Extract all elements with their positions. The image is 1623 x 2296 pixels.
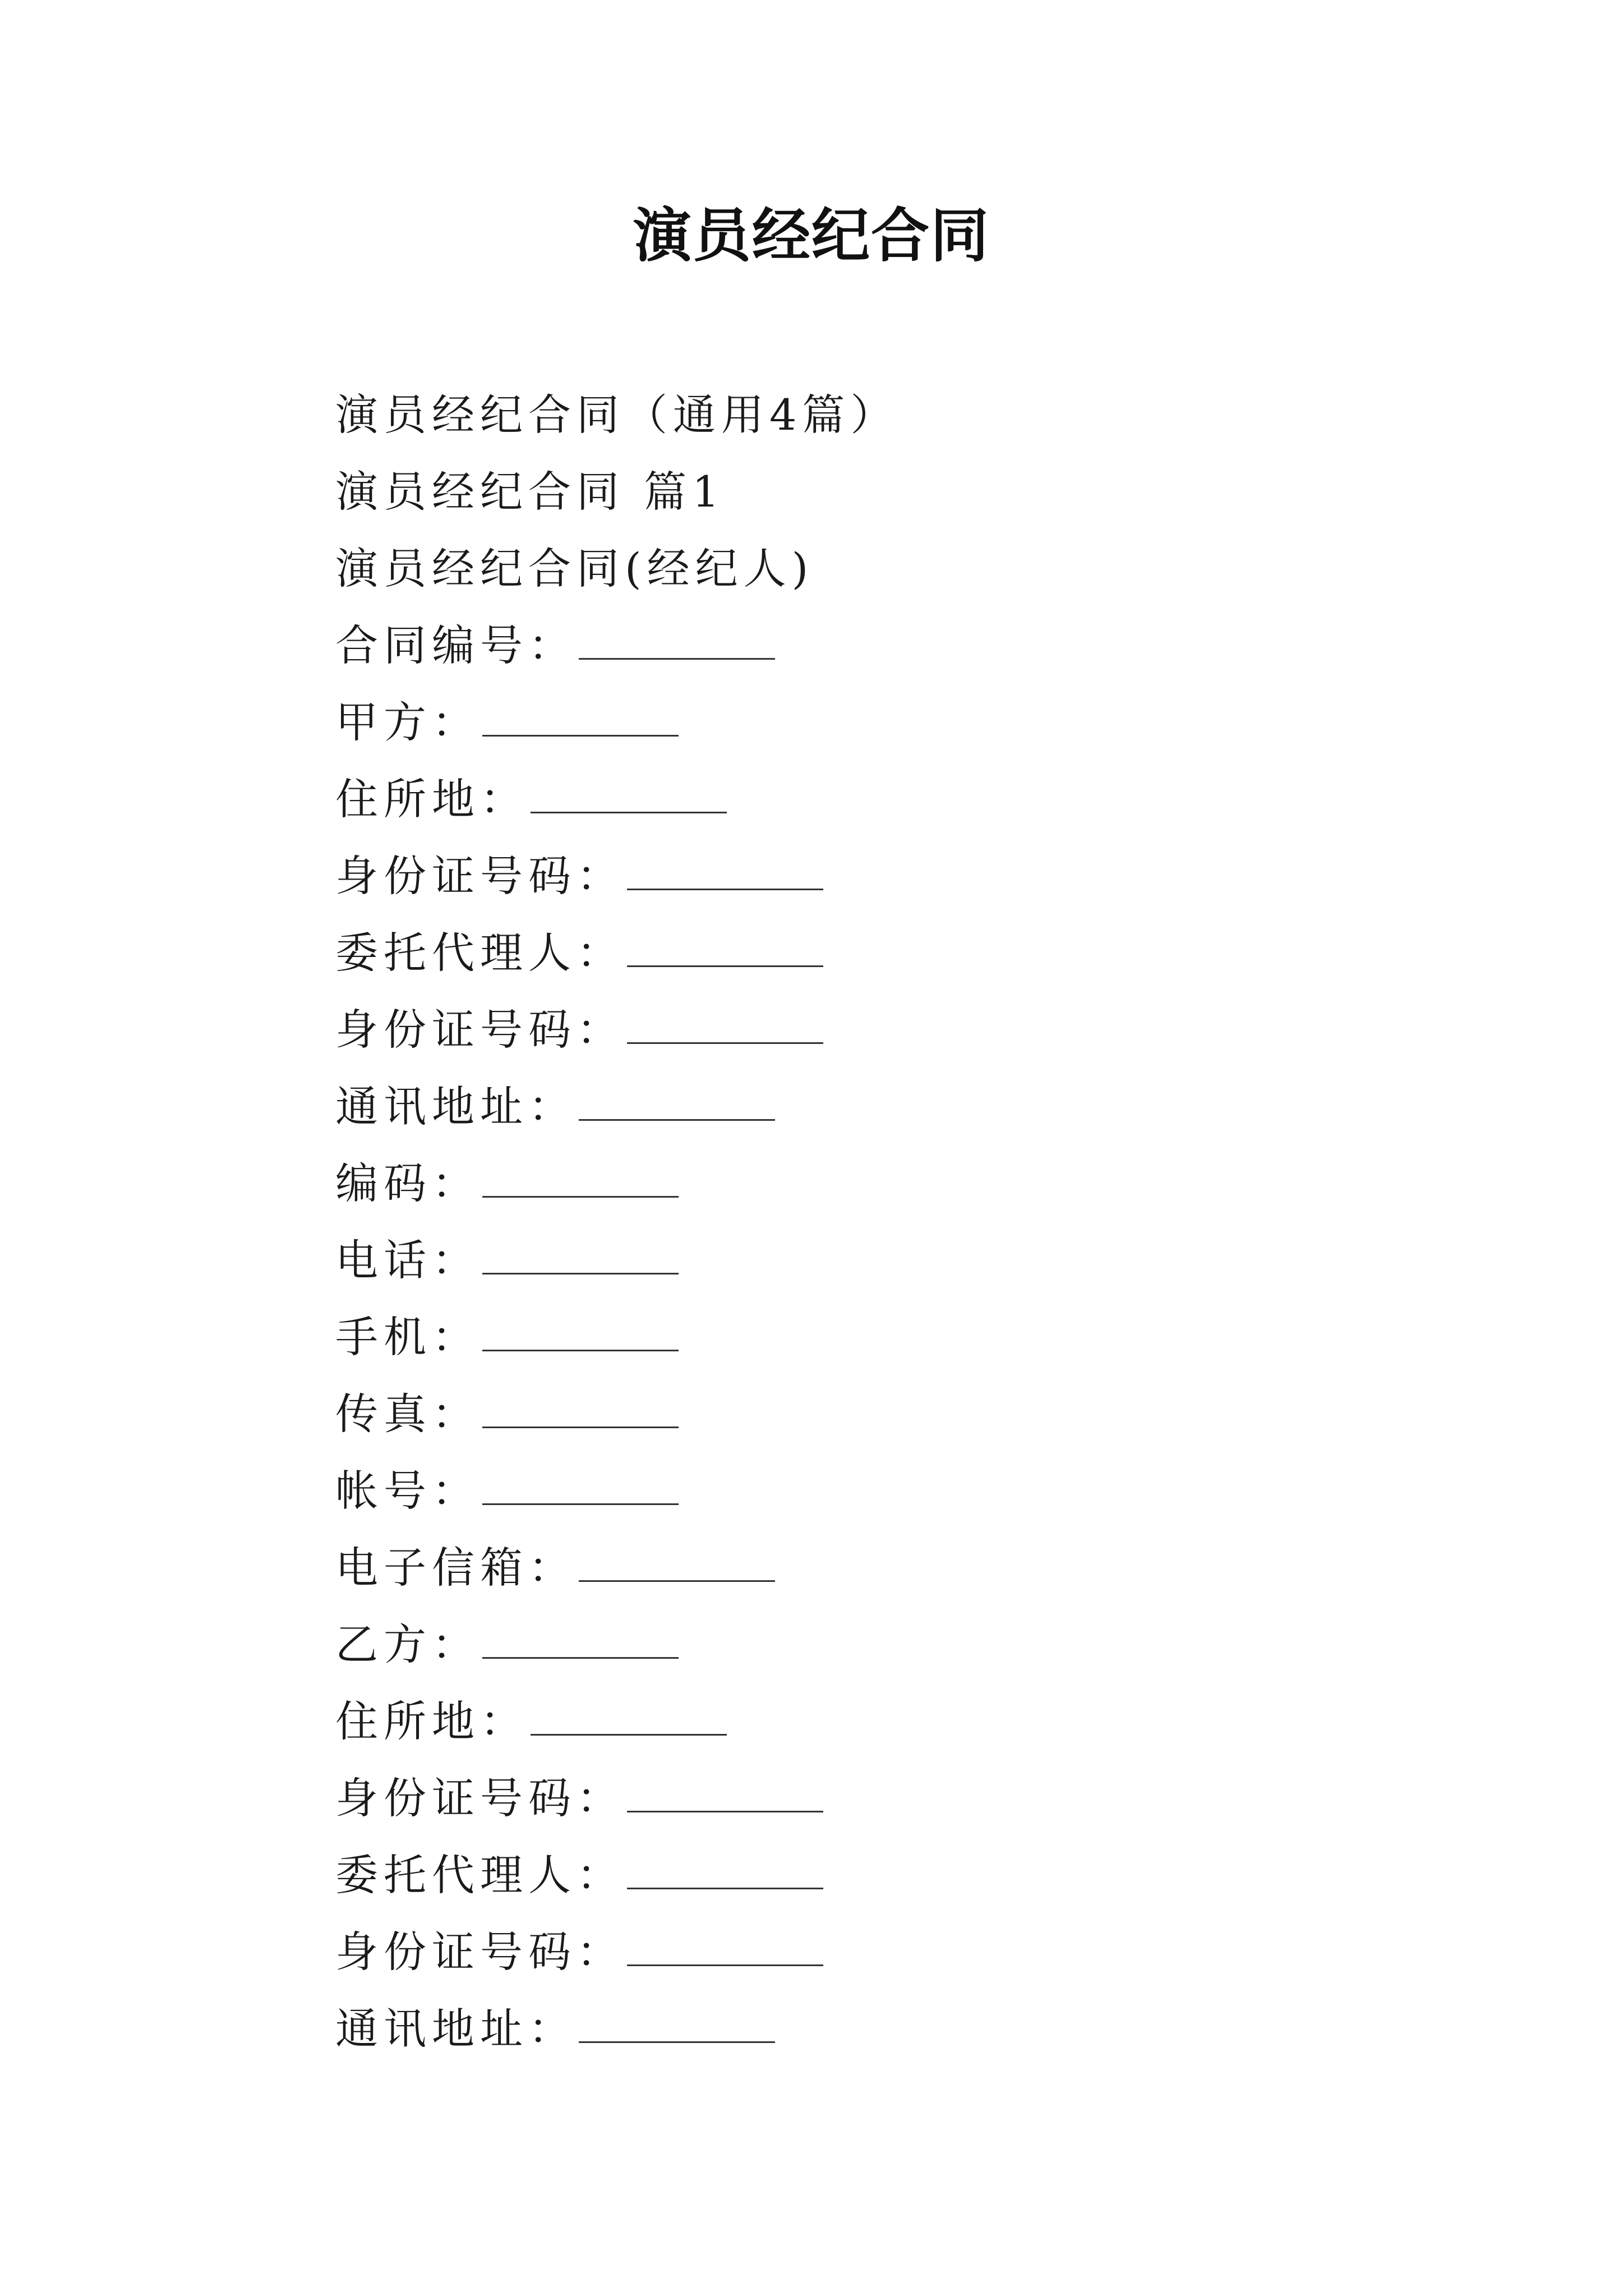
field-label: 合同编号： xyxy=(335,620,577,670)
field-label: 帐号： xyxy=(335,1466,480,1516)
field-label: 委托代理人： xyxy=(335,928,625,978)
form-field-line xyxy=(335,1833,1457,1910)
field-label: 住所地： xyxy=(335,1696,528,1746)
form-field-line xyxy=(335,1372,1457,1449)
form-field-line xyxy=(335,911,1457,988)
form-field-line xyxy=(335,757,1457,834)
fill-in-blank xyxy=(627,1009,823,1044)
form-field-line xyxy=(335,1295,1457,1372)
fill-in-blank xyxy=(482,1393,679,1428)
fill-in-blank xyxy=(627,855,823,890)
field-label: 甲方： xyxy=(335,697,480,747)
field-label: 身份证号码： xyxy=(335,851,625,901)
fill-in-blank xyxy=(482,1162,679,1198)
form-field-line xyxy=(335,1910,1457,1987)
fill-in-blank xyxy=(579,1085,775,1121)
form-field-line xyxy=(335,988,1457,1065)
field-label: 通讯地址： xyxy=(335,1082,577,1131)
fill-in-blank xyxy=(531,778,727,813)
fill-in-blank xyxy=(579,1547,775,1582)
form-field-line xyxy=(335,1987,1457,2064)
field-label: 住所地： xyxy=(335,774,528,824)
fill-in-blank xyxy=(627,932,823,967)
field-label: 编码： xyxy=(335,1158,480,1208)
field-label: 委托代理人： xyxy=(335,1850,625,1900)
text-line xyxy=(335,450,1457,527)
fill-in-blank xyxy=(627,1931,823,1966)
fill-in-blank xyxy=(579,624,775,660)
form-field-line xyxy=(335,604,1457,680)
document-body xyxy=(335,373,1457,2064)
text-line xyxy=(335,527,1457,604)
field-label: 身份证号码： xyxy=(335,1005,625,1055)
field-label: 通讯地址： xyxy=(335,2004,577,2054)
line-text: 演员经纪合同 篇1 xyxy=(335,467,725,517)
form-field-line xyxy=(335,1603,1457,1680)
fill-in-blank xyxy=(531,1700,727,1736)
form-field-line xyxy=(335,1449,1457,1526)
field-label: 传真： xyxy=(335,1389,480,1439)
fill-in-blank xyxy=(579,2008,775,2043)
form-field-line xyxy=(335,1218,1457,1295)
field-label: 手机： xyxy=(335,1312,480,1362)
form-field-line xyxy=(335,1142,1457,1218)
form-field-line xyxy=(335,680,1457,757)
field-label: 身份证号码： xyxy=(335,1927,625,1977)
fill-in-blank xyxy=(482,701,679,737)
form-field-line xyxy=(335,1680,1457,1756)
line-text: 演员经纪合同(经纪人) xyxy=(335,544,814,593)
line-text: 演员经纪合同（通用4篇） xyxy=(335,390,899,440)
form-field-line xyxy=(335,834,1457,911)
field-label: 乙方： xyxy=(335,1619,480,1669)
field-label: 电子信箱： xyxy=(335,1543,577,1593)
field-label: 身份证号码： xyxy=(335,1773,625,1823)
fill-in-blank xyxy=(482,1239,679,1274)
field-label: 电话： xyxy=(335,1235,480,1285)
fill-in-blank xyxy=(627,1777,823,1812)
form-field-line xyxy=(335,1756,1457,1833)
fill-in-blank xyxy=(482,1623,679,1659)
form-field-line xyxy=(335,1526,1457,1603)
fill-in-blank xyxy=(627,1854,823,1889)
fill-in-blank xyxy=(482,1470,679,1505)
text-line xyxy=(335,373,1457,450)
fill-in-blank xyxy=(482,1316,679,1351)
document-title: 演员经纪合同 xyxy=(633,201,990,270)
form-field-line xyxy=(335,1065,1457,1142)
